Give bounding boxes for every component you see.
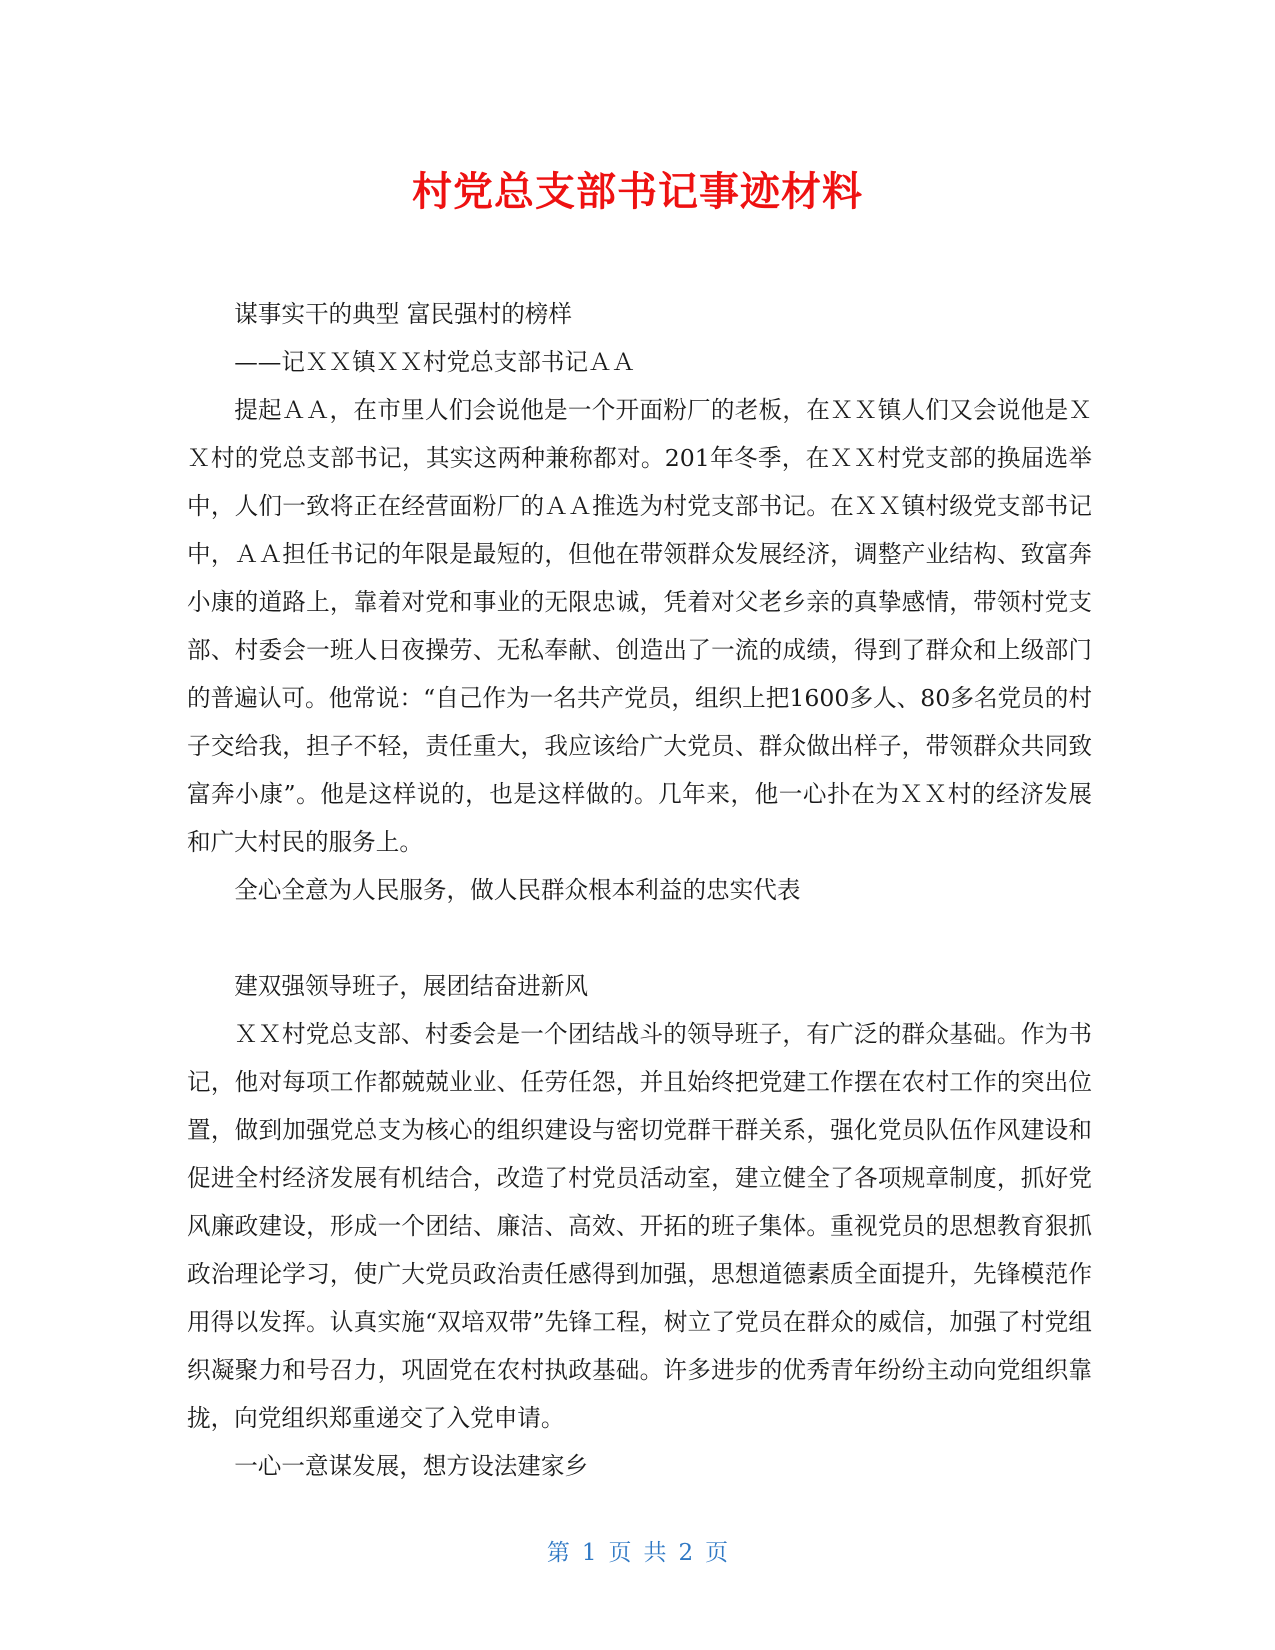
footer-page-number: 1 — [581, 1540, 597, 1566]
footer-total-label: 共 — [643, 1540, 667, 1566]
footer-page-unit: 页 — [608, 1540, 632, 1566]
document-title: 村党总支部书记事迹材料 — [412, 169, 863, 215]
section-heading: 全心全意为人民服务，做人民群众根本利益的忠实代表 — [234, 876, 801, 904]
intro-paragraph: 提起ＡＡ，在市里人们会说他是一个开面粉厂的老板，在ＸＸ镇人们又会说他是ＸＸ村的党总支部书记，其实这两种兼称都对。201年冬季，在ＸＸ村党支部的换届选举中，人们一致将正在经营面粉厂的ＡＡ推选为村党支部书记。在ＸＸ镇村级党支部书记中，ＡＡ担任书记的年限是最短的，但他在带领群众发展经济，调整产业结构、致富奔小康的道路上，靠着对党和事业的无限忠诚，凭着对父老乡亲的真挚感情，带领村党支部、村委会一班人日夜操劳、无私奉献、创造出了一流的成绩，得到了群众和上级部门的普遍认可。他常说：“自己作为一名共产党员，组织上把1600多人、80多名党员的村子交给我，担子不轻，责任重大，我应该给广大党员、群众做出样子，带领群众共同致富奔小康”。他是这样说的，也是这样做的。几年来，他一心扑在为ＸＸ村的经济发展和广大村民的服务上。 — [187, 396, 1092, 856]
page-footer — [0, 1534, 1275, 1567]
byline-paragraph: ——记ＸＸ镇ＸＸ村党总支部书记ＡＡ — [234, 348, 636, 376]
subsection-heading: 建双强领导班子，展团结奋进新风 — [234, 972, 589, 1000]
body-paragraph: ＸＸ村党总支部、村委会是一个团结战斗的领导班子，有广泛的群众基础。作为书记，他对每项工作都兢兢业业、任劳任怨，并且始终把党建工作摆在农村工作的突出位置，做到加强党总支为核心的组织建设与密切党群干群关系，强化党员队伍作风建设和促进全村经济发展有机结合，改造了村党员活动室，建立健全了各项规章制度，抓好党风廉政建设，形成一个团结、廉洁、高效、开拓的班子集体。重视党员的思想教育狠抓政治理论学习，使广大党员政治责任感得到加强，思想道德素质全面提升，先锋模范作用得以发挥。认真实施“双培双带”先锋工程，树立了党员在群众的威信，加强了村党组织凝聚力和号召力，巩固党在农村执政基础。许多进步的优秀青年纷纷主动向党组织靠拢，向党组织郑重递交了入党申请。 — [187, 1020, 1092, 1432]
footer-total-pages: 2 — [678, 1540, 694, 1566]
subtitle-paragraph: 谋事实干的典型 富民强村的榜样 — [234, 300, 572, 328]
footer-total-unit: 页 — [705, 1540, 729, 1566]
subsection-heading: 一心一意谋发展，想方设法建家乡 — [234, 1452, 589, 1480]
document-body — [187, 290, 1092, 1490]
footer-page-label: 第 — [546, 1540, 570, 1566]
